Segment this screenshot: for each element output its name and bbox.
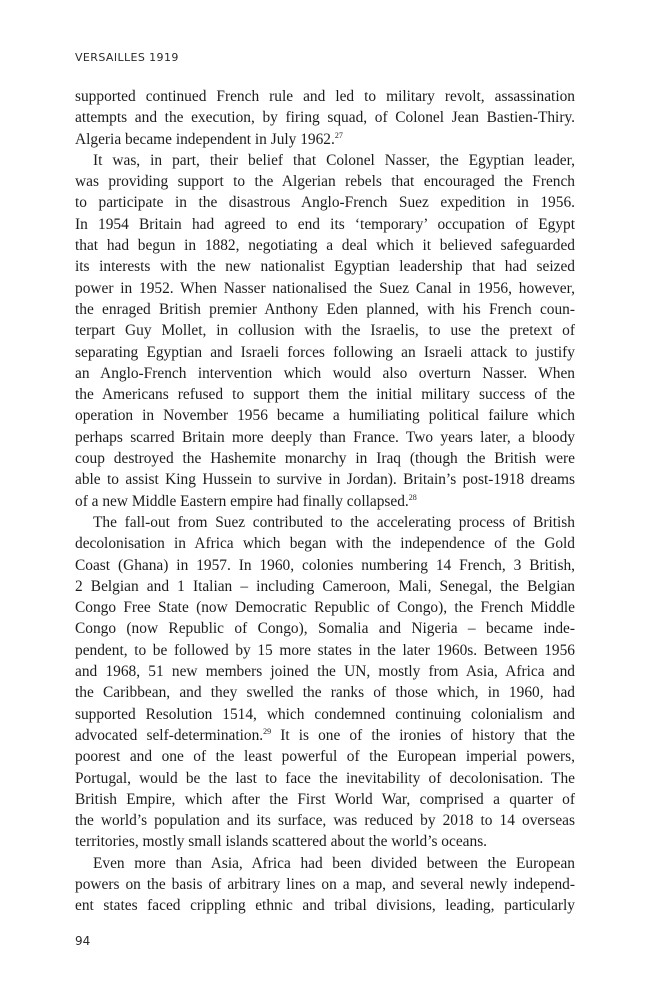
text-line: The fall-out from Suez contributed to the accelerating process of British <box>93 513 575 531</box>
text-line: Even more than Asia, Africa had been divided between the European <box>93 854 575 872</box>
text-line: the enraged British premier Anthony Eden planned, with his French coun- <box>75 300 575 318</box>
paragraph <box>75 150 575 512</box>
text-line: Congo Free State (now Democratic Republic of Congo), the French Middle <box>75 599 575 617</box>
text-line: Coast (Ghana) in 1957. In 1960, colonies numbering 14 French, 3 British, <box>75 556 575 574</box>
paragraph <box>75 86 575 150</box>
text-line: Portugal, would be the last to face the inevitability of decolonisation. The <box>75 769 575 787</box>
text-line: It was, in part, their belief that Colonel Nasser, the Egyptian leader, <box>93 151 575 169</box>
body-text <box>75 86 575 917</box>
text-line: able to assist King Hussein to survive in Jordan). Britain’s post-1918 dreams <box>75 471 575 489</box>
text-line: attempts and the execution, by firing squad, of Colonel Jean Bastien-Thiry. <box>75 109 575 127</box>
text-line: supported continued French rule and led to military revolt, assassination <box>75 88 575 105</box>
text-line: power in 1952. When Nasser nationalised the Suez Canal in 1956, however, <box>75 279 575 297</box>
text-line: supported Resolution 1514, which condemned continuing colonialism and <box>75 705 575 723</box>
text-line: pendent, to be followed by 15 more states in the later 1960s. Between 1956 <box>75 641 575 659</box>
text-line: In 1954 Britain had agreed to end its ‘temporary’ occupation of Egypt <box>75 215 575 233</box>
footnote-marker: 28 <box>408 492 417 502</box>
paragraph <box>75 853 575 917</box>
text-line: and 1968, 51 new members joined the UN, mostly from Asia, Africa and <box>75 663 575 681</box>
text-line: decolonisation in Africa which began with the independence of the Gold <box>75 535 575 553</box>
text-line: advocated self-determination.$^{29}$ It is one of the ironies of history that the <box>75 726 575 744</box>
text-line: territories, mostly small islands scattered about the world’s oceans. <box>75 833 488 851</box>
footnote-marker: 29 <box>263 726 272 736</box>
text-line: coup destroyed the Hashemite monarchy in Iraq (though the British were <box>75 450 575 468</box>
text-line: terpart Guy Mollet, in collusion with the Israelis, to use the pretext of <box>75 322 575 340</box>
paragraph <box>75 512 575 853</box>
text-line: poorest and one of the least powerful of the European imperial powers, <box>75 748 575 766</box>
text-line: ent states faced crippling ethnic and tribal divisions, leading, particularly <box>75 897 575 915</box>
text-line: perhaps scarred Britain more deeply than France. Two years later, a bloody <box>75 428 575 446</box>
text-line: the world’s population and its surface, was reduced by 2018 to 14 overseas <box>75 812 575 830</box>
text-line: separating Egyptian and Israeli forces following an Israeli attack to justify <box>75 343 575 361</box>
text-line: of a new Middle Eastern empire had finally collapsed.$^{28}$ <box>75 492 417 510</box>
page-number: 94 <box>75 934 91 948</box>
footnote-marker: 27 <box>334 130 343 140</box>
text-line: that had begun in 1882, negotiating a deal which it believed safeguarded <box>75 237 575 255</box>
text-line: to participate in the disastrous Anglo-French Suez expedition in 1956. <box>75 194 575 212</box>
text-line: was providing support to the Algerian rebels that encouraged the French <box>75 173 575 191</box>
text-line: the Americans refused to support them the initial military success of the <box>75 386 575 404</box>
text-line: British Empire, which after the First World War, comprised a quarter of <box>75 790 575 808</box>
text-line: Algeria became independent in July 1962.27 <box>75 130 343 148</box>
running-head: VERSAILLES 1919 <box>75 51 179 64</box>
text-line: an Anglo-French intervention which would also overturn Nasser. When <box>75 364 575 382</box>
text-line: operation in November 1956 became a humiliating political failure which <box>75 407 575 425</box>
text-line: powers on the basis of arbitrary lines on a map, and several newly independ- <box>75 875 575 893</box>
text-line: its interests with the new nationalist Egyptian leadership that had seized <box>75 258 575 276</box>
text-line: Congo (now Republic of Congo), Somalia and Nigeria – became inde- <box>75 620 575 638</box>
text-line: the Caribbean, and they swelled the ranks of those which, in 1960, had <box>75 684 575 702</box>
text-line: 2 Belgian and 1 Italian – including Cameroon, Mali, Senegal, the Belgian <box>75 577 575 595</box>
